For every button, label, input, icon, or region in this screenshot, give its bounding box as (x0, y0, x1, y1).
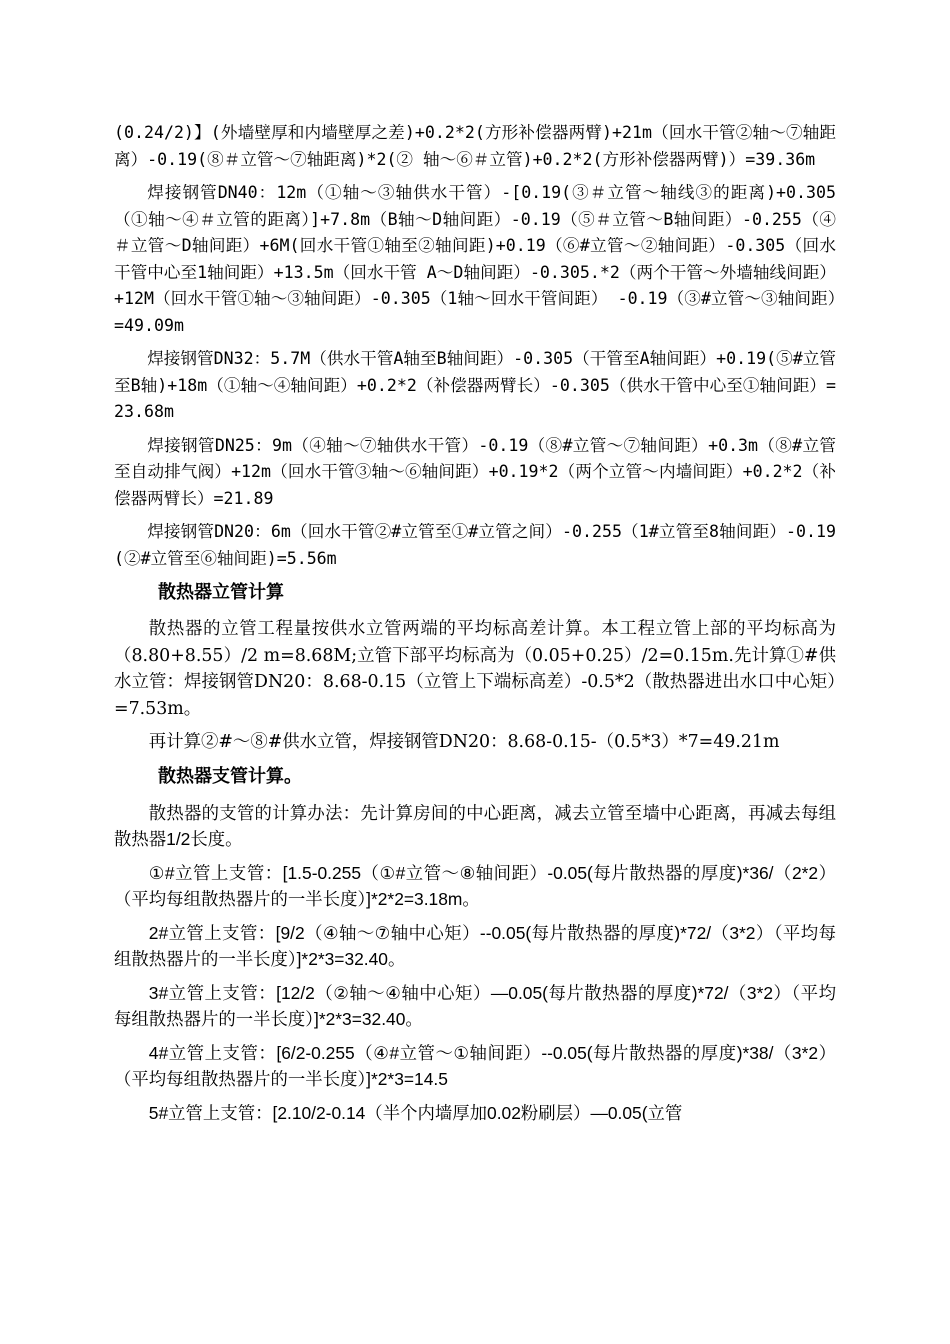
paragraph-branch-method: 散热器的支管的计算办法：先计算房间的中心距离，减去立管至墙中心距离，再减去每组散热器1/2长度。 (114, 802, 836, 849)
document-page (114, 120, 836, 1133)
paragraph-dn40: 焊接钢管DN40：12m（①轴～③轴供水干管）-[0.19(③＃立管～轴线③的距离)+0.305（①轴～④＃立管的距离）]+7.8m（B轴～D轴间距）-0.19（⑤＃立管～B轴间距）-0.255（④＃立管～D轴间距）+6M(回水干管①轴至②轴间距)+0.19（⑥#立管～②轴间距）-0.305（回水干管中心至1轴间距）+13.5m（回水干管 A～D轴间距）-0.305.*2（两个干管～外墙轴线间距）+12M（回水干管①轴～③轴间距）-0.305（1轴～回水干管间距） -0.19（③#立管～③轴间距）=49.09m (114, 183, 836, 335)
paragraph-riser-2-8: 再计算②#～⑧#供水立管，焊接钢管DN20：8.68-0.15-（0.5*3）*7=49.21m (148, 732, 780, 752)
paragraph-branch-riser-5: 5#立管上支管：[2.10/2-0.14（半个内墙厚加0.02粉刷层）—0.05(立管 (148, 1102, 683, 1123)
paragraph-branch-riser-1: ①#立管上支管：[1.5-0.255（①#立管～⑧轴间距）-0.05(每片散热器的厚度)*36/（2*2）（平均每组散热器片的一半长度）]*2*2=3.18m。 (114, 862, 836, 909)
paragraph-dn25: 焊接钢管DN25：9m（④轴～⑦轴供水干管）-0.19（⑧#立管～⑦轴间距）+0.3m（⑧#立管至自动排气阀）+12m（回水干管③轴～⑥轴间距）+0.19*2（两个立管～内墙间距）+0.2*2（补偿器两臂长）=21.89 (114, 435, 836, 508)
paragraph-dn-summary-continuation: (0.24/2)】(外墙壁厚和内墙壁厚之差)+0.2*2(方形补偿器两臂)+21m（回水干管②轴～⑦轴距离）-0.19(⑧＃立管～⑦轴距离)*2(② 轴～⑥＃立管)+0.2*2(方形补偿器两臂)）=39.36m (114, 123, 836, 169)
paragraph-dn32: 焊接钢管DN32：5.7M（供水干管A轴至B轴间距）-0.305（干管至A轴间距）+0.19(⑤#立管至B轴)+18m（①轴～④轴间距）+0.2*2（补偿器两臂长）-0.305（供水干管中心至①轴间距）=23.68m (114, 349, 836, 421)
paragraph-branch-riser-3: 3#立管上支管：[12/2（②轴～④轴中心矩）—0.05(每片散热器的厚度)*72/（3*2）（平均每组散热器片的一半长度）]*2*3=32.40。 (114, 982, 836, 1029)
paragraph-branch-riser-4: 4#立管上支管：[6/2-0.255（④#立管～①轴间距）--0.05(每片散热器的厚度)*38/（3*2）（平均每组散热器片的一半长度）]*2*3=14.5 (114, 1042, 836, 1089)
paragraph-branch-riser-2: 2#立管上支管：[9/2（④轴～⑦轴中心矩）--0.05(每片散热器的厚度)*72/（3*2）（平均每组散热器片的一半长度）]*2*3=32.40。 (114, 922, 836, 969)
paragraph-riser-elevation: 散热器的立管工程量按供水立管两端的平均标高差计算。本工程立管上部的平均标高为（8.80+8.55）/2 m=8.68M;立管下部平均标高为（0.05+0.25）/2=0.15m.先计算①#供水立管：焊接钢管DN20：8.68-0.15（立管上下端标高差）-0.5*2（散热器进出水口中心矩）=7.53m。 (114, 619, 836, 719)
heading-radiator-riser: 散热器立管计算 (158, 582, 284, 603)
paragraph-dn20: 焊接钢管DN20：6m（回水干管②#立管至①#立管之间）-0.255（1#立管至8轴间距）-0.19(②#立管至⑥轴间距)=5.56m (114, 522, 836, 568)
heading-radiator-branch: 散热器支管计算。 (158, 765, 302, 787)
